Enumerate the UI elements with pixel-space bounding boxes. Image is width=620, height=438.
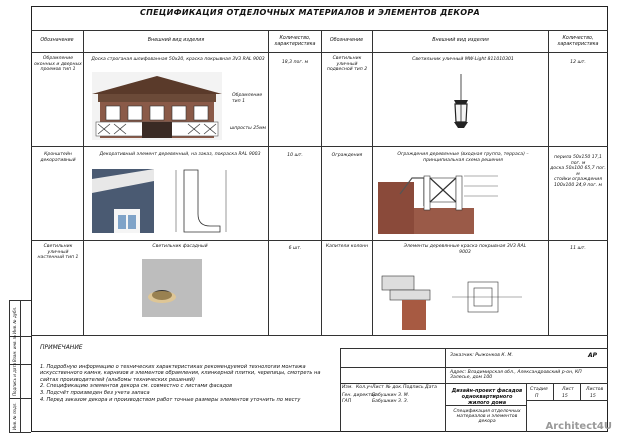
note-item: 4. Перед заказом декора и производством работ точные размеры элементов уточнить по месту: [40, 396, 301, 403]
stamp-rule: [340, 367, 608, 368]
stamp-rule: [340, 348, 608, 349]
row-name: Ограждения: [331, 153, 363, 158]
stamp-address: Адрес: Владимирская обл., Александровский р-он, КП Залесье, дом 100: [450, 370, 582, 380]
stamp-signer: Бабушкин З. З.: [372, 399, 409, 404]
header-qty: Количество, характеристика: [274, 36, 316, 47]
row-desc: Светильник уличный MW-Light 811010301: [412, 57, 514, 62]
stamp-col: Лист: [372, 385, 384, 390]
table-rule: [31, 30, 608, 31]
stamp-sheet-title: Спецификация отделочных материалов и элементов декора: [453, 409, 521, 424]
header-view: Внешний вид изделия: [147, 38, 205, 43]
row-name: Светильник уличный подвесной тип 2: [326, 56, 368, 73]
notes-block: [40, 345, 330, 403]
row-desc: Декоративный элемент деревянный, на заказ, покраска RAL 9003: [99, 152, 261, 157]
header-name: Обозначение: [329, 38, 364, 43]
note-item: 1. Подробную информацию о технических характеристиках рекомендуемой технологии монтажа искусственного камня, карнизов и элементов обрамления, клинкерной плитки, черепицы, смотреть на сайтах производителей (альбомы технических решений): [40, 363, 321, 383]
stamp-sheet: 15: [562, 394, 568, 399]
row-qty: 10 шт.: [287, 153, 303, 158]
stamp-rule: [526, 383, 527, 432]
stamp-rule: [580, 383, 581, 400]
stamp-rule: [526, 400, 608, 401]
table-rule: [268, 30, 269, 335]
stamp-project: Дизайн-проект фасадов одноквартирного жилого дома: [451, 388, 523, 406]
table-rule: [321, 30, 322, 335]
row-desc: Ограждения деревянные (входная группа, терраса) – принципиальная схема решения: [397, 152, 529, 163]
stamp-role: Ген. директор: [342, 393, 377, 398]
stamp-col: Подпись: [403, 385, 424, 390]
binding-strip-line: [9, 432, 31, 433]
side-label: Инв. № подл.: [12, 402, 17, 430]
stamp-sheet-label: Лист: [562, 387, 574, 392]
note-item: 3. Подсчёт произведен без учета запаса: [40, 389, 150, 396]
column-capital-drawing: [378, 262, 446, 332]
stamp-stage-label: Стадия: [530, 387, 548, 392]
stamp-sheets-label: Листов: [586, 387, 604, 392]
table-rule: [31, 335, 608, 336]
header-view: Внешний вид изделия: [432, 38, 489, 43]
stamp-col: Изм.: [342, 385, 353, 390]
facade-light-photo: [142, 259, 202, 317]
stamp-rule: [340, 383, 608, 384]
stamp-customer: Заказчик: Рыжонков К. М.: [450, 353, 513, 358]
row-desc: Светильник фасадный: [152, 244, 208, 249]
row-name: Светильник уличный настенный тип 1: [37, 244, 79, 261]
callout-label: шпросты 25мм: [230, 126, 266, 131]
stamp-col: Кол.уч: [356, 385, 372, 390]
side-label: Подпись и дата: [12, 362, 17, 396]
bracket-drawing: [170, 166, 240, 236]
railing-drawing: [378, 166, 543, 236]
stamp-rule: [340, 348, 341, 432]
row-qty: 6 шт.: [288, 246, 302, 251]
stamp-stage: П: [535, 394, 539, 399]
stamp-col: Дата: [425, 385, 437, 390]
capital-plan-drawing: [452, 270, 538, 330]
table-rule: [372, 30, 373, 335]
stamp-role: ГАП: [342, 399, 352, 404]
stamp-sheets: 15: [590, 394, 596, 399]
callout-label: Обрамление тип 1: [232, 93, 263, 104]
bracket-photo: [92, 169, 154, 233]
stamp-rule: [445, 348, 446, 432]
row-qty: 18,3 пог. м: [281, 60, 309, 65]
table-rule: [548, 30, 549, 335]
row-qty: перила 50х150 17,1 пог. м доска 50х100 65,7 пог. м стойки ограждения 100х100 24,9 пог. м: [550, 155, 606, 188]
watermark-logo: Architect4U: [545, 421, 612, 432]
table-rule: [31, 146, 608, 147]
table-rule: [83, 30, 84, 335]
pendant-lamp-image: [448, 74, 474, 142]
stamp-col: № док.: [386, 385, 403, 390]
note-item: 2. Спецификацию элементов декора см. совместно с листами фасадов: [40, 383, 233, 390]
row-name: Обрамление оконных и дверных проемов тип 1: [34, 56, 82, 73]
side-label: Инв. № дубл.: [12, 306, 17, 334]
header-qty: Количество, характеристика: [557, 36, 599, 47]
row-desc: Доска строганая шлифованная 50х20, краска покрывная 3V3 RAL 9003: [91, 57, 265, 62]
page-title: СПЕЦИФИКАЦИЯ ОТДЕЛОЧНЫХ МАТЕРИАЛОВ И ЭЛЕМЕНТОВ ДЕКОРА: [139, 8, 481, 17]
row-desc: Элементы деревянные краска покрывная 3V3 RAL 9003: [403, 244, 527, 255]
notes-heading: ПРИМЕЧАНИЕ: [40, 344, 83, 351]
stamp-signer: Бабушкин З. М.: [372, 393, 410, 398]
house-porch-image: [92, 72, 222, 140]
row-qty: 12 шт.: [570, 60, 586, 65]
side-label: Взам. инв. №: [12, 334, 17, 362]
row-name: Капители колонн: [325, 244, 369, 249]
binding-strip-line: [9, 300, 10, 432]
table-rule: [31, 240, 608, 241]
table-rule: [31, 52, 608, 53]
stamp-rule: [553, 383, 554, 400]
row-qty: 11 шт.: [570, 246, 586, 251]
binding-strip-line: [20, 300, 21, 432]
header-name: Обозначение: [40, 38, 74, 43]
binding-strip-line: [9, 300, 31, 301]
stamp-code: АР: [588, 352, 598, 359]
row-name: Кронштейн декоративный: [40, 152, 76, 163]
binding-strip-line: [9, 398, 31, 399]
